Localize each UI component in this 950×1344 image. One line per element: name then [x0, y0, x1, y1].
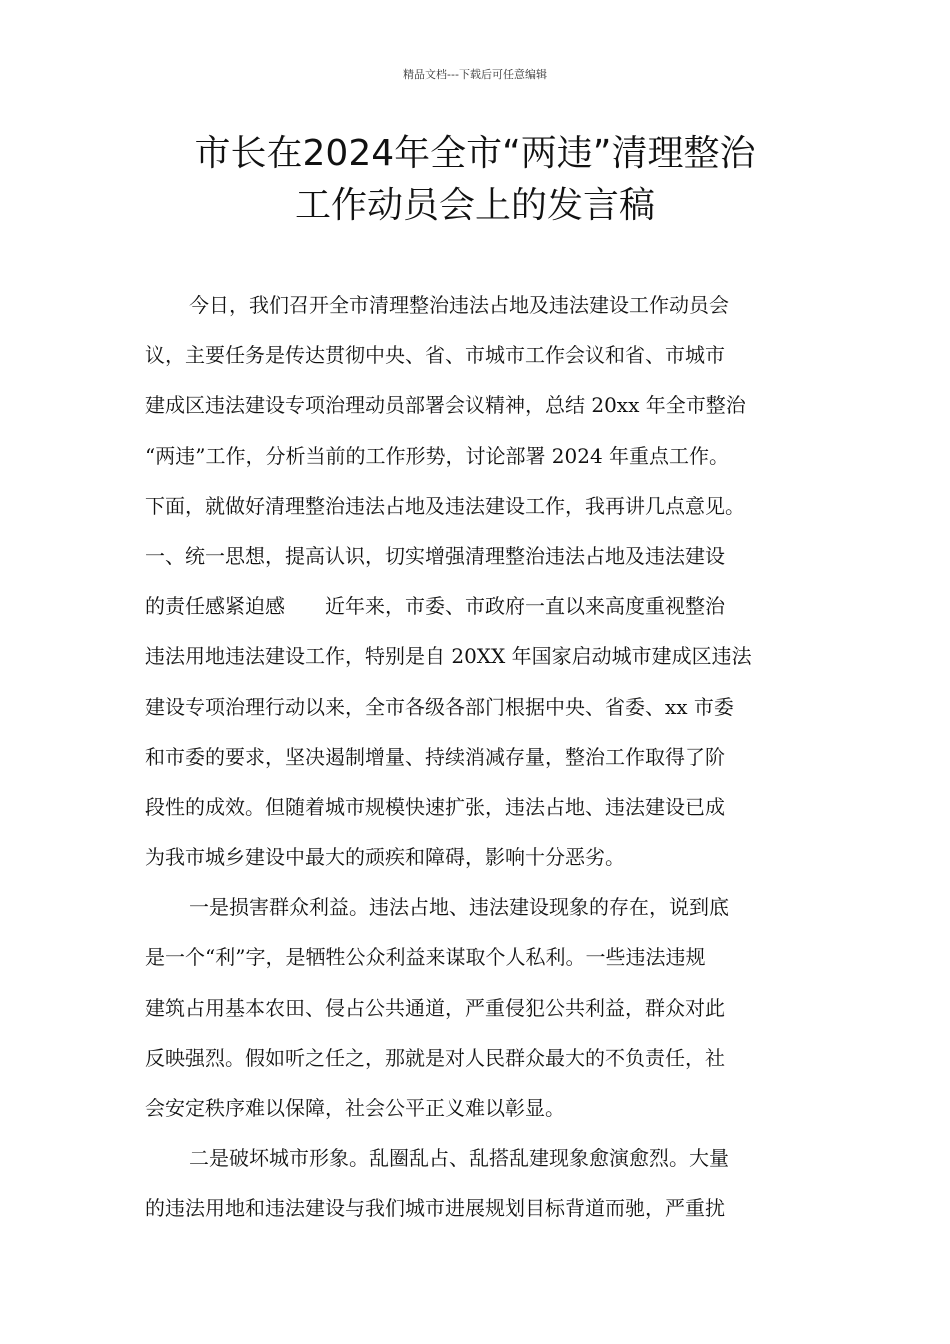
body-line: 议，主要任务是传达贯彻中央、省、市城市工作会议和省、市城市 — [145, 343, 725, 368]
body-line: 段性的成效。但随着城市规模快速扩张，违法占地、违法建设已成 — [145, 794, 725, 819]
body-line: 会安定秩序难以保障，社会公平正义难以彰显。 — [145, 1096, 565, 1120]
body-line: 和市委的要求，坚决遏制增量、持续消减存量，整治工作取得了阶 — [145, 744, 725, 769]
body-line: 二是破坏城市形象。乱圈乱占、乱搭乱建现象愈演愈烈。大量 — [189, 1146, 729, 1171]
section-heading-and-paragraph-line — [145, 581, 820, 631]
body-line: 是一个“利”字，是牺牲公众利益来谋取个人私利。一些违法违规 — [145, 945, 706, 970]
body-line: 的违法用地和违法建设与我们城市进展规划目标背道而驰，严重扰 — [145, 1196, 725, 1221]
section-heading-tail: 的责任感紧迫感 — [145, 594, 285, 619]
body-line: 为我市城乡建设中最大的顽疾和障碍，影响十分恶劣。 — [145, 845, 625, 870]
body-line: 建成区违法建设专项治理动员部署会议精神，总结 20xx 年全市整治 — [145, 393, 746, 418]
body-line: 今日，我们召开全市清理整治违法占地及违法建设工作动员会 — [189, 293, 729, 317]
title-line-2: 工作动员会上的发言稿 — [294, 185, 655, 226]
paragraph-start: 近年来，市委、市政府一直以来高度重视整治 — [325, 594, 725, 619]
title-line-1: 市长在2024年全市“两违”清理整治 — [194, 133, 756, 174]
body-line: 一是损害群众利益。违法占地、违法建设现象的存在，说到底 — [189, 895, 729, 920]
page-header: 精品文档---下载后可任意编辑 — [403, 68, 547, 81]
body-line: 下面，就做好清理整治违法占地及违法建设工作，我再讲几点意见。 — [145, 493, 745, 518]
body-line: 违法用地违法建设工作，特别是自 20XX 年国家启动城市建成区违法 — [145, 644, 752, 669]
body-line: 反映强烈。假如听之任之，那就是对人民群众最大的不负责任，社 — [145, 1045, 725, 1070]
section-heading-line: 一、统一思想，提高认识，切实增强清理整治违法占地及违法建设 — [145, 543, 725, 568]
body-line: 建筑占用基本农田、侵占公共通道，严重侵犯公共利益，群众对此 — [145, 995, 725, 1020]
body-line: “两违”工作，分析当前的工作形势，讨论部署 2024 年重点工作。 — [145, 443, 730, 468]
document-title — [100, 128, 850, 232]
body-line: 建设专项治理行动以来，全市各级各部门根据中央、省委、xx 市委 — [145, 694, 734, 719]
document-body — [145, 280, 820, 1234]
